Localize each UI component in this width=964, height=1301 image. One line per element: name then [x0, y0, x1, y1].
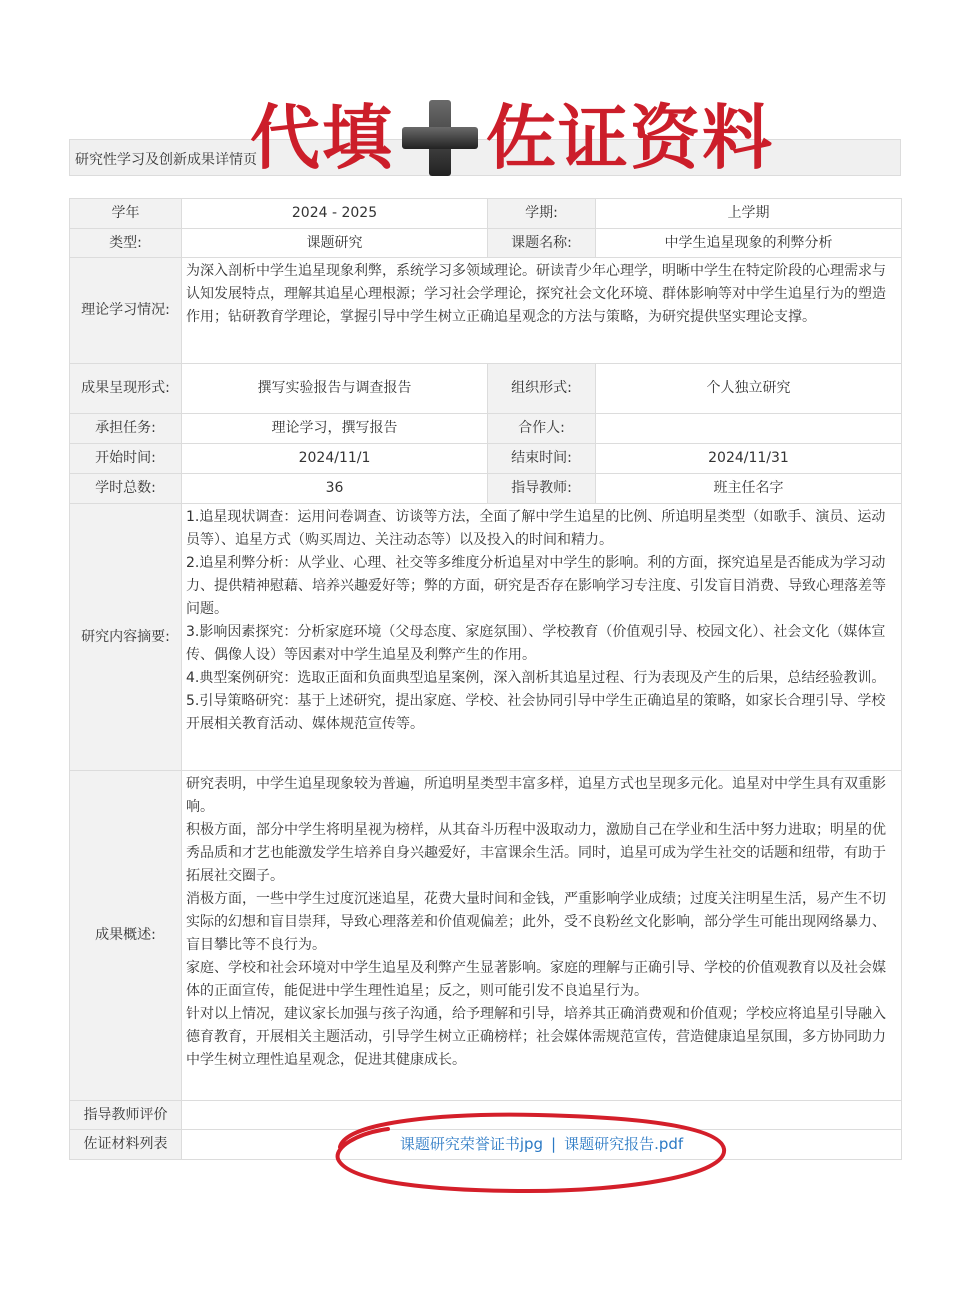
partner-value — [596, 414, 902, 444]
start-label: 开始时间: — [70, 444, 182, 474]
end-value: 2024/11/31 — [596, 444, 902, 474]
row-theory — [70, 258, 902, 364]
row-hours — [70, 474, 902, 504]
summary-paragraph: 消极方面，一些中学生过度沉迷追星，花费大量时间和金钱，严重影响学业成绩；过度关注明星生活，易产生不切实际的幻想和盲目崇拜，导致心理落差和价值观偏差；此外，受不良粉丝文化影响，部分学生可能出现网络暴力、盲目攀比等不良行为。 — [186, 891, 886, 953]
summary-paragraph: 研究表明，中学生追星现象较为普遍，所追明星类型丰富多样，追星方式也呈现多元化。追星对中学生具有双重影响。 — [186, 776, 886, 815]
hours-label: 学时总数: — [70, 474, 182, 504]
overlay-banner — [250, 92, 774, 184]
row-content — [70, 504, 902, 771]
presentation-label: 成果呈现形式: — [70, 364, 182, 414]
task-label: 承担任务: — [70, 414, 182, 444]
type-label: 类型: — [70, 229, 182, 258]
evaluation-value — [182, 1101, 902, 1130]
type-value: 课题研究 — [182, 229, 488, 258]
end-label: 结束时间: — [488, 444, 596, 474]
org-value: 个人独立研究 — [596, 364, 902, 414]
content-paragraph: 2.追星利弊分析：从学业、心理、社交等多维度分析追星对中学生的影响。利的方面，探究追星是否能成为学习动力、提供精神慰藉、培养兴趣爱好等；弊的方面，研究是否存在影响学习专注度、引发盲目消费、导致心理落差等问题。 — [186, 555, 886, 617]
topic-label: 课题名称: — [488, 229, 596, 258]
content-paragraph: 5.引导策略研究：基于上述研究，提出家庭、学校、社会协同引导中学生正确追星的策略，如家长合理引导、学校开展相关教育活动、媒体规范宣传等。 — [186, 693, 886, 732]
theory-label: 理论学习情况: — [70, 258, 182, 364]
overlay-title-right: 佐证资料 — [486, 97, 774, 179]
content-text — [182, 504, 902, 771]
plus-icon — [398, 96, 482, 180]
overlay-title-left: 代填 — [250, 97, 394, 179]
summary-text — [182, 771, 902, 1101]
org-label: 组织形式: — [488, 364, 596, 414]
evidence-link-certificate[interactable]: 课题研究荣誉证书jpg — [399, 1135, 544, 1153]
content-paragraph: 4.典型案例研究：选取正面和负面典型追星案例，深入剖析其追星过程、行为表现及产生的后果，总结经验教训。 — [186, 670, 886, 686]
content-paragraph: 1.追星现状调查：运用问卷调查、访谈等方法，全面了解中学生追星的比例、所追明星类型（如歌手、演员、运动员等）、追星方式（购买周边、关注动态等）以及投入的时间和精力。 — [186, 509, 886, 548]
row-evaluation — [70, 1101, 902, 1130]
page-title: 研究性学习及创新成果详情页 — [75, 152, 257, 168]
row-dates — [70, 444, 902, 474]
year-label: 学年 — [70, 199, 182, 229]
start-value: 2024/11/1 — [182, 444, 488, 474]
advisor-label: 指导教师: — [488, 474, 596, 504]
row-type — [70, 229, 902, 258]
partner-label: 合作人: — [488, 414, 596, 444]
content-label: 研究内容摘要: — [70, 504, 182, 771]
detail-table — [69, 198, 902, 1160]
evidence-separator: | — [551, 1135, 557, 1153]
row-year — [70, 199, 902, 229]
summary-paragraph: 家庭、学校和社会环境对中学生追星及利弊产生显著影响。家庭的理解与正确引导、学校的价值观教育以及社会媒体的正面宣传，能促进中学生理性追星；反之，则可能引发不良追星行为。 — [186, 960, 886, 999]
row-evidence — [70, 1130, 902, 1160]
row-task — [70, 414, 902, 444]
evidence-links — [182, 1130, 902, 1160]
evidence-label: 佐证材料列表 — [70, 1130, 182, 1160]
row-presentation — [70, 364, 902, 414]
term-label: 学期: — [488, 199, 596, 229]
topic-value: 中学生追星现象的利弊分析 — [596, 229, 902, 258]
presentation-value: 撰写实验报告与调查报告 — [182, 364, 488, 414]
evaluation-label: 指导教师评价 — [70, 1101, 182, 1130]
task-value: 理论学习，撰写报告 — [182, 414, 488, 444]
year-value: 2024 - 2025 — [182, 199, 488, 229]
term-value: 上学期 — [596, 199, 902, 229]
content-paragraph: 3.影响因素探究：分析家庭环境（父母态度、家庭氛围）、学校教育（价值观引导、校园文化）、社会文化（媒体宣传、偶像人设）等因素对中学生追星及利弊产生的作用。 — [186, 624, 886, 663]
row-summary — [70, 771, 902, 1101]
theory-text: 为深入剖析中学生追星现象利弊，系统学习多领域理论。研读青少年心理学，明晰中学生在特定阶段的心理需求与认知发展特点，理解其追星心理根源；学习社会学理论，探究社会文化环境、群体影响等对中学生追星行为的塑造作用；钻研教育学理论，掌握引导中学生树立正确追星观念的方法与策略，为研究提供坚实理论支撑。 — [182, 258, 902, 364]
advisor-value: 班主任名字 — [596, 474, 902, 504]
summary-label: 成果概述: — [70, 771, 182, 1101]
evidence-link-report[interactable]: 课题研究报告.pdf — [564, 1135, 684, 1153]
summary-paragraph: 针对以上情况，建议家长加强与孩子沟通，给予理解和引导，培养其正确消费观和价值观；学校应将追星引导融入德育教育，开展相关主题活动，引导学生树立正确榜样；社会媒体需规范宣传，营造健康追星氛围，多方协同助力中学生树立理性追星观念，促进其健康成长。 — [186, 1006, 886, 1068]
summary-paragraph: 积极方面，部分中学生将明星视为榜样，从其奋斗历程中汲取动力，激励自己在学业和生活中努力进取；明星的优秀品质和才艺也能激发学生培养自身兴趣爱好，丰富课余生活。同时，追星可成为学生社交的话题和纽带，有助于拓展社交圈子。 — [186, 822, 886, 884]
hours-value: 36 — [182, 474, 488, 504]
